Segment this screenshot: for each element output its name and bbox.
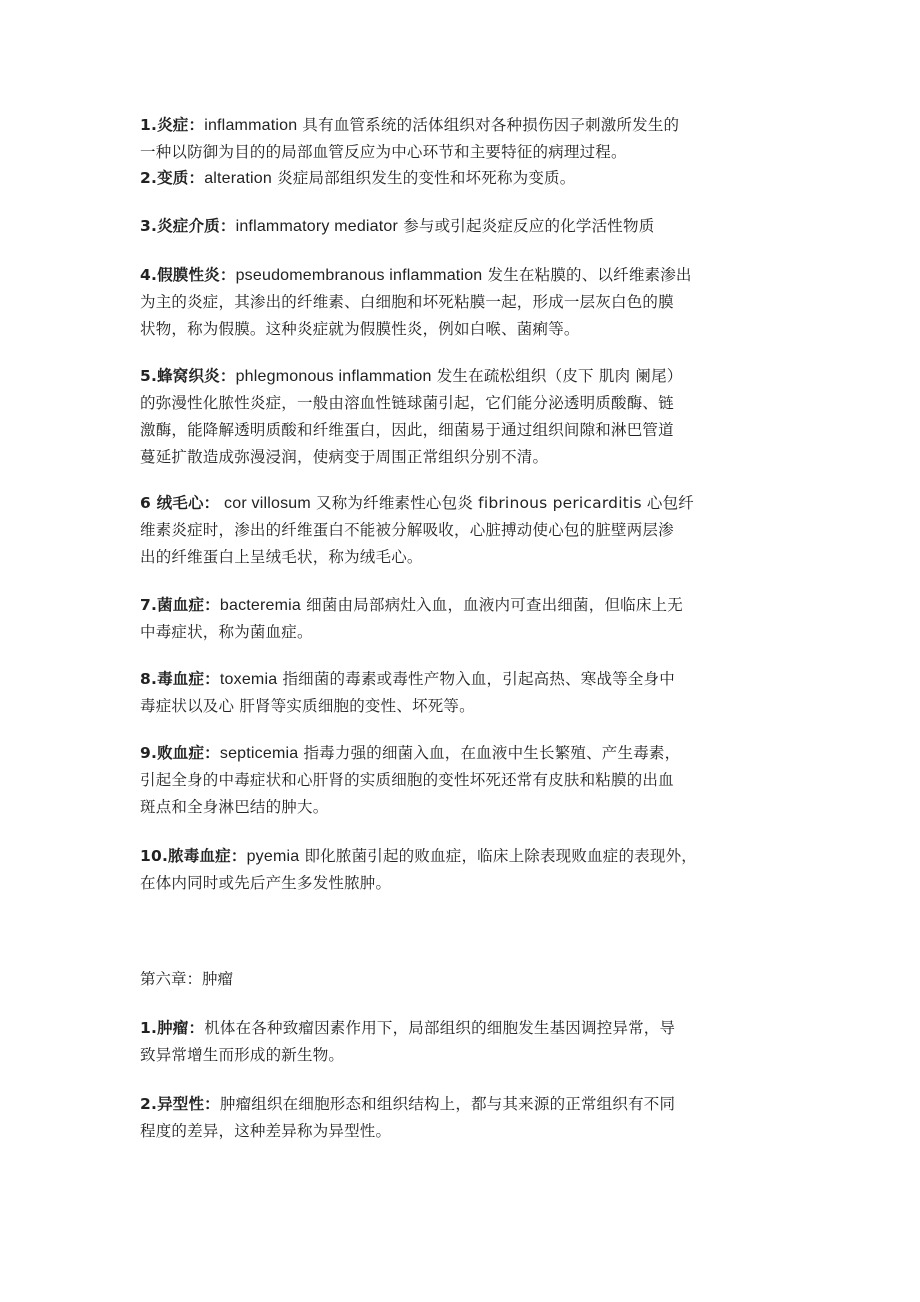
entry-term: phlegmonous inflammation <box>235 368 432 385</box>
entry-term: inflammation <box>204 117 298 134</box>
entry-line: 为主的炎症，其渗出的纤维素、白细胞和坏死粘膜一起，形成一层灰白色的膜 <box>140 293 674 311</box>
entry-heading: 6 绒毛心： <box>140 494 220 512</box>
definition-entry-inflammatory-mediator <box>140 213 790 240</box>
entry-line <box>140 592 790 619</box>
entry-term: pseudomembranous inflammation <box>235 267 483 284</box>
entry-text: 指细菌的毒素或毒性产物入血，引起高热、寒战等全身中 <box>277 670 675 688</box>
entry-line <box>140 112 790 139</box>
entry-line <box>140 262 790 289</box>
entry-line <box>140 363 790 390</box>
entry-line: 的弥漫性化脓性炎症，一般由溶血性链球菌引起，它们能分泌透明质酸酶、链 <box>140 394 674 412</box>
definition-entry-atypia <box>140 1091 790 1145</box>
definition-entry-bacteremia <box>140 592 790 646</box>
entry-text: 机体在各种致瘤因素作用下，局部组织的细胞发生基因调控异常，导 <box>204 1019 676 1037</box>
entry-text: 具有血管系统的活体组织对各种损伤因子刺激所发生的 <box>297 116 680 134</box>
entry-text: 炎症局部组织发生的变性和坏死称为变质。 <box>272 169 576 187</box>
entry-term: inflammatory mediator <box>235 218 399 235</box>
entry-text: 发生在疏松组织（皮下 肌肉 阑尾） <box>431 367 683 385</box>
entry-term: cor villosum <box>219 495 311 512</box>
entry-heading: 2.变质： <box>140 169 205 187</box>
definition-entry-tumor <box>140 1015 790 1069</box>
entry-line: 程度的差异，这种差异称为异型性。 <box>140 1122 392 1140</box>
definition-entry-phlegmonous <box>140 363 790 471</box>
entry-line <box>140 165 790 192</box>
entry-line: 蔓延扩散造成弥漫浸润，使病变于周围正常组织分别不清。 <box>140 448 549 466</box>
entry-text: 发生在粘膜的、以纤维素渗出 <box>482 266 692 284</box>
entry-text: 即化脓菌引起的败血症，临床上除表现败血症的表现外， <box>299 847 697 865</box>
entry-heading: 2.异型性： <box>140 1095 220 1113</box>
definition-entry-septicemia <box>140 740 790 821</box>
entry-line: 毒症状以及心 肝肾等实质细胞的变性、坏死等。 <box>140 697 475 715</box>
entry-line <box>140 1015 790 1042</box>
entry-line <box>140 213 790 240</box>
entry-heading: 8.毒血症： <box>140 670 220 688</box>
entry-line <box>140 666 790 693</box>
entry-line: 维素炎症时，渗出的纤维蛋白不能被分解吸收，心脏搏动使心包的脏壁两层渗 <box>140 521 674 539</box>
entry-text: 指毒力强的细菌入血，在血液中生长繁殖、产生毒素， <box>298 744 681 762</box>
entry-heading: 9.败血症： <box>140 744 220 762</box>
definition-entry-alteration <box>140 165 790 192</box>
entry-line: 激酶，能降解透明质酸和纤维蛋白，因此，细菌易于通过组织间隙和淋巴管道 <box>140 421 674 439</box>
entry-line <box>140 740 790 767</box>
entry-line: 中毒症状，称为菌血症。 <box>140 623 313 641</box>
entry-line <box>140 843 790 870</box>
definition-entry-toxemia <box>140 666 790 720</box>
entry-term: alteration <box>204 170 273 187</box>
entry-line: 斑点和全身淋巴结的肿大。 <box>140 798 329 816</box>
chapter-heading: 第六章：肿瘤 <box>140 970 234 988</box>
definition-entry-pyemia <box>140 843 790 897</box>
entry-term: toxemia <box>219 671 278 688</box>
entry-text: 肿瘤组织在细胞形态和组织结构上，都与其来源的正常组织有不同 <box>219 1095 676 1113</box>
entry-line <box>140 490 790 517</box>
entry-heading: 10.脓毒血症： <box>140 847 247 865</box>
entry-term: pyemia <box>246 848 300 865</box>
entry-line: 一种以防御为目的的局部血管反应为中心环节和主要特征的病理过程。 <box>140 143 627 161</box>
entry-line: 在体内同时或先后产生多发性脓肿。 <box>140 874 392 892</box>
entry-term: septicemia <box>219 745 299 762</box>
entry-heading: 1.肿瘤： <box>140 1019 205 1037</box>
entry-heading: 5.蜂窝织炎： <box>140 367 236 385</box>
entry-heading: 4.假膜性炎： <box>140 266 236 284</box>
entry-line <box>140 1091 790 1118</box>
entry-line: 出的纤维蛋白上呈绒毛状，称为绒毛心。 <box>140 548 423 566</box>
entry-text: 参与或引起炎症反应的化学活性物质 <box>398 217 655 235</box>
entry-heading: 7.菌血症： <box>140 596 220 614</box>
entry-term: bacteremia <box>219 597 302 614</box>
entry-line: 致异常增生而形成的新生物。 <box>140 1046 345 1064</box>
definition-entry-cor-villosum <box>140 490 790 571</box>
entry-text: 细菌由局部病灶入血，血液内可查出细菌，但临床上无 <box>301 596 683 614</box>
entry-line: 状物，称为假膜。这种炎症就为假膜性炎，例如白喉、菌痢等。 <box>140 320 580 338</box>
entry-line: 引起全身的中毒症状和心肝肾的实质细胞的变性坏死还常有皮肤和粘膜的出血 <box>140 771 674 789</box>
entry-heading: 3.炎症介质： <box>140 217 236 235</box>
entry-heading: 1.炎症： <box>140 116 205 134</box>
entry-text: 又称为纤维素性心包炎 fibrinous pericarditis 心包纤 <box>310 494 694 512</box>
definition-entry-pseudomembranous <box>140 262 790 343</box>
definition-entry-inflammation <box>140 112 790 166</box>
